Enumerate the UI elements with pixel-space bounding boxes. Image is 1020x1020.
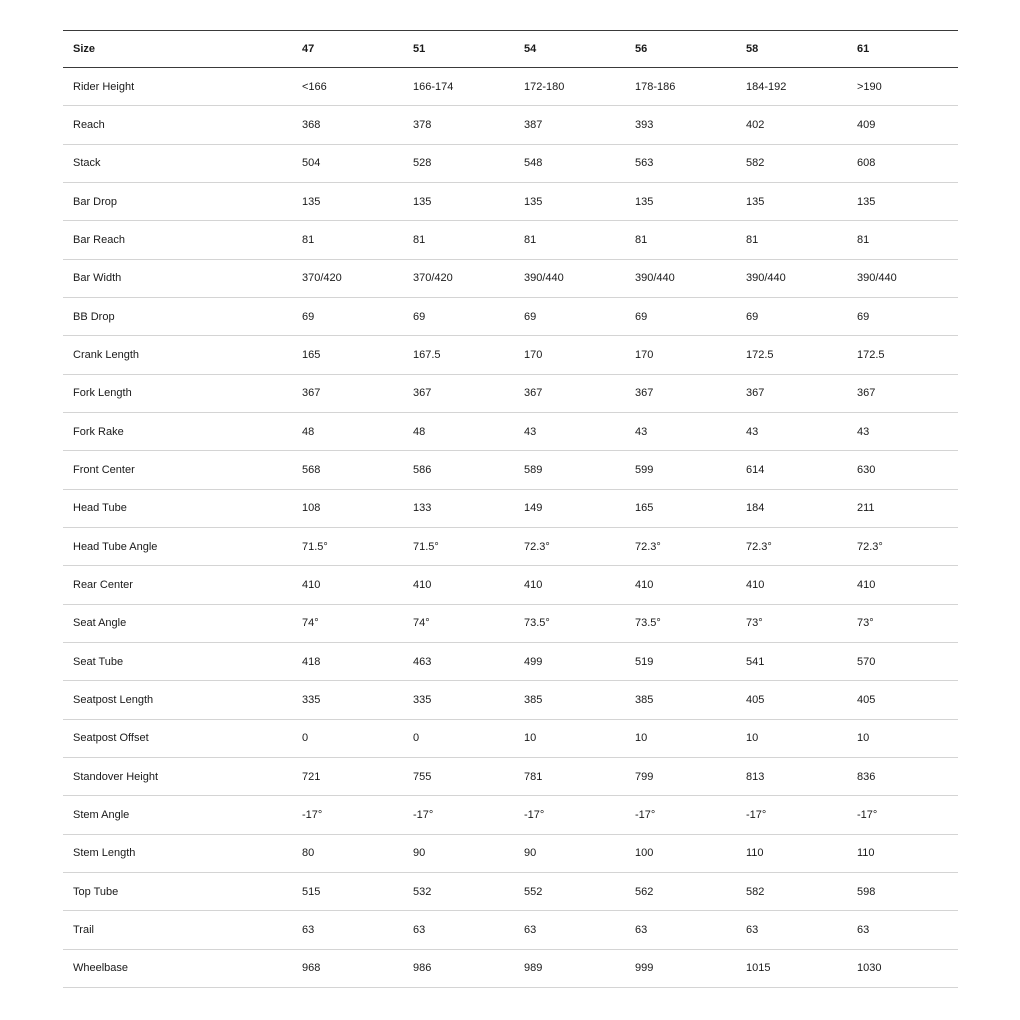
row-value: 367 <box>292 374 403 412</box>
row-label: Bar Drop <box>63 182 292 220</box>
table-row <box>63 182 958 220</box>
row-value: 499 <box>514 642 625 680</box>
row-value: 562 <box>625 872 736 910</box>
row-value: 582 <box>736 872 847 910</box>
geometry-table <box>63 30 958 988</box>
table-row <box>63 757 958 795</box>
row-value: 586 <box>403 451 514 489</box>
row-value: 69 <box>403 297 514 335</box>
row-label: Bar Width <box>63 259 292 297</box>
row-value: 608 <box>847 144 958 182</box>
row-label: Stack <box>63 144 292 182</box>
row-value: 69 <box>847 297 958 335</box>
row-value: 986 <box>403 949 514 987</box>
row-value: -17° <box>514 796 625 834</box>
row-value: 0 <box>292 719 403 757</box>
table-row <box>63 527 958 565</box>
table-row <box>63 949 958 987</box>
row-value: 519 <box>625 642 736 680</box>
row-value: -17° <box>403 796 514 834</box>
row-label: Trail <box>63 911 292 949</box>
header-size-label: Size <box>63 31 292 68</box>
row-value: 999 <box>625 949 736 987</box>
row-value: 72.3° <box>736 527 847 565</box>
row-value: 170 <box>514 336 625 374</box>
table-row <box>63 412 958 450</box>
row-value: 1015 <box>736 949 847 987</box>
row-value: 48 <box>292 412 403 450</box>
row-value: -17° <box>625 796 736 834</box>
row-value: 367 <box>625 374 736 412</box>
row-label: Bar Reach <box>63 221 292 259</box>
row-value: 463 <box>403 642 514 680</box>
row-value: >190 <box>847 68 958 106</box>
row-value: 63 <box>847 911 958 949</box>
row-value: 71.5° <box>403 527 514 565</box>
row-value: 390/440 <box>514 259 625 297</box>
row-value: 81 <box>403 221 514 259</box>
row-value: 410 <box>736 566 847 604</box>
row-value: 74° <box>403 604 514 642</box>
row-value: 1030 <box>847 949 958 987</box>
row-value: 135 <box>736 182 847 220</box>
row-value: 367 <box>847 374 958 412</box>
row-value: 48 <box>403 412 514 450</box>
row-value: 72.3° <box>625 527 736 565</box>
row-label: Head Tube <box>63 489 292 527</box>
row-value: 81 <box>514 221 625 259</box>
table-row <box>63 719 958 757</box>
row-value: 81 <box>847 221 958 259</box>
row-value: 630 <box>847 451 958 489</box>
row-value: 73° <box>736 604 847 642</box>
row-value: 133 <box>403 489 514 527</box>
row-value: 504 <box>292 144 403 182</box>
row-value: 165 <box>292 336 403 374</box>
row-value: 135 <box>514 182 625 220</box>
row-value: 43 <box>514 412 625 450</box>
row-value: 81 <box>292 221 403 259</box>
row-value: 370/420 <box>403 259 514 297</box>
row-value: 72.3° <box>514 527 625 565</box>
row-value: 390/440 <box>736 259 847 297</box>
row-value: 589 <box>514 451 625 489</box>
row-label: Seat Tube <box>63 642 292 680</box>
row-label: BB Drop <box>63 297 292 335</box>
table-body <box>63 68 958 988</box>
row-value: 172-180 <box>514 68 625 106</box>
row-value: 172.5 <box>736 336 847 374</box>
header-size-61: 61 <box>847 31 958 68</box>
row-value: 410 <box>847 566 958 604</box>
row-value: 10 <box>847 719 958 757</box>
row-label: Stem Angle <box>63 796 292 834</box>
row-value: <166 <box>292 68 403 106</box>
row-label: Standover Height <box>63 757 292 795</box>
row-value: 108 <box>292 489 403 527</box>
row-value: 43 <box>847 412 958 450</box>
row-value: 598 <box>847 872 958 910</box>
row-value: 410 <box>625 566 736 604</box>
row-value: 570 <box>847 642 958 680</box>
row-value: 10 <box>736 719 847 757</box>
table-row <box>63 566 958 604</box>
row-value: 405 <box>847 681 958 719</box>
row-value: 402 <box>736 106 847 144</box>
row-value: 836 <box>847 757 958 795</box>
row-value: 721 <box>292 757 403 795</box>
table-row <box>63 796 958 834</box>
row-value: 410 <box>514 566 625 604</box>
row-value: 43 <box>736 412 847 450</box>
row-value: 418 <box>292 642 403 680</box>
row-value: 110 <box>736 834 847 872</box>
row-label: Head Tube Angle <box>63 527 292 565</box>
row-value: 515 <box>292 872 403 910</box>
row-label: Rear Center <box>63 566 292 604</box>
row-label: Seat Angle <box>63 604 292 642</box>
row-value: 582 <box>736 144 847 182</box>
table-row <box>63 681 958 719</box>
row-value: 10 <box>514 719 625 757</box>
row-value: 71.5° <box>292 527 403 565</box>
row-value: 167.5 <box>403 336 514 374</box>
row-value: 599 <box>625 451 736 489</box>
row-value: 74° <box>292 604 403 642</box>
table-row <box>63 604 958 642</box>
row-value: 165 <box>625 489 736 527</box>
row-value: 69 <box>514 297 625 335</box>
table-header <box>63 31 958 68</box>
row-value: 43 <box>625 412 736 450</box>
table-row <box>63 336 958 374</box>
table-row <box>63 221 958 259</box>
row-value: 390/440 <box>847 259 958 297</box>
header-size-54: 54 <box>514 31 625 68</box>
table-row <box>63 374 958 412</box>
row-value: 528 <box>403 144 514 182</box>
row-value: 184-192 <box>736 68 847 106</box>
header-size-56: 56 <box>625 31 736 68</box>
row-value: 370/420 <box>292 259 403 297</box>
row-value: 135 <box>625 182 736 220</box>
row-value: 170 <box>625 336 736 374</box>
row-value: 73.5° <box>625 604 736 642</box>
row-value: 367 <box>403 374 514 412</box>
row-label: Fork Length <box>63 374 292 412</box>
row-value: 172.5 <box>847 336 958 374</box>
table-row <box>63 489 958 527</box>
row-value: 614 <box>736 451 847 489</box>
row-value: 563 <box>625 144 736 182</box>
row-value: 405 <box>736 681 847 719</box>
row-value: 335 <box>292 681 403 719</box>
row-value: 799 <box>625 757 736 795</box>
row-label: Rider Height <box>63 68 292 106</box>
table-row <box>63 259 958 297</box>
row-label: Wheelbase <box>63 949 292 987</box>
row-value: 393 <box>625 106 736 144</box>
table-row <box>63 144 958 182</box>
table-row <box>63 451 958 489</box>
row-label: Front Center <box>63 451 292 489</box>
row-value: 81 <box>625 221 736 259</box>
row-value: 166-174 <box>403 68 514 106</box>
row-value: 989 <box>514 949 625 987</box>
row-value: 63 <box>736 911 847 949</box>
row-value: 149 <box>514 489 625 527</box>
row-value: 72.3° <box>847 527 958 565</box>
row-value: 90 <box>403 834 514 872</box>
row-value: 390/440 <box>625 259 736 297</box>
table-row <box>63 68 958 106</box>
row-value: 410 <box>403 566 514 604</box>
row-value: 100 <box>625 834 736 872</box>
row-label: Crank Length <box>63 336 292 374</box>
table-row <box>63 872 958 910</box>
row-value: 69 <box>292 297 403 335</box>
row-value: 80 <box>292 834 403 872</box>
row-value: 532 <box>403 872 514 910</box>
row-value: 387 <box>514 106 625 144</box>
table-row <box>63 911 958 949</box>
row-label: Seatpost Length <box>63 681 292 719</box>
row-value: 90 <box>514 834 625 872</box>
row-value: 410 <box>292 566 403 604</box>
row-value: 178-186 <box>625 68 736 106</box>
row-value: 73° <box>847 604 958 642</box>
table-row <box>63 834 958 872</box>
row-value: 135 <box>847 182 958 220</box>
row-value: 63 <box>514 911 625 949</box>
row-value: 81 <box>736 221 847 259</box>
row-value: 69 <box>625 297 736 335</box>
row-value: 110 <box>847 834 958 872</box>
row-value: 968 <box>292 949 403 987</box>
row-value: 541 <box>736 642 847 680</box>
row-label: Fork Rake <box>63 412 292 450</box>
row-value: 10 <box>625 719 736 757</box>
table-row <box>63 642 958 680</box>
row-value: 409 <box>847 106 958 144</box>
header-size-58: 58 <box>736 31 847 68</box>
header-row <box>63 31 958 68</box>
row-value: 813 <box>736 757 847 795</box>
row-value: -17° <box>736 796 847 834</box>
row-value: 367 <box>514 374 625 412</box>
row-value: -17° <box>292 796 403 834</box>
row-value: 69 <box>736 297 847 335</box>
row-value: 385 <box>514 681 625 719</box>
row-value: 368 <box>292 106 403 144</box>
header-size-51: 51 <box>403 31 514 68</box>
row-value: 63 <box>292 911 403 949</box>
row-value: 568 <box>292 451 403 489</box>
row-value: 63 <box>403 911 514 949</box>
row-value: 335 <box>403 681 514 719</box>
row-value: 781 <box>514 757 625 795</box>
row-value: 73.5° <box>514 604 625 642</box>
row-value: 755 <box>403 757 514 795</box>
row-label: Seatpost Offset <box>63 719 292 757</box>
row-value: 135 <box>292 182 403 220</box>
row-value: 135 <box>403 182 514 220</box>
row-value: 548 <box>514 144 625 182</box>
row-label: Top Tube <box>63 872 292 910</box>
row-value: 211 <box>847 489 958 527</box>
row-value: 63 <box>625 911 736 949</box>
row-value: 0 <box>403 719 514 757</box>
row-value: -17° <box>847 796 958 834</box>
row-value: 385 <box>625 681 736 719</box>
row-value: 367 <box>736 374 847 412</box>
row-label: Stem Length <box>63 834 292 872</box>
row-value: 378 <box>403 106 514 144</box>
row-label: Reach <box>63 106 292 144</box>
row-value: 184 <box>736 489 847 527</box>
table-row <box>63 106 958 144</box>
row-value: 552 <box>514 872 625 910</box>
table-row <box>63 297 958 335</box>
header-size-47: 47 <box>292 31 403 68</box>
